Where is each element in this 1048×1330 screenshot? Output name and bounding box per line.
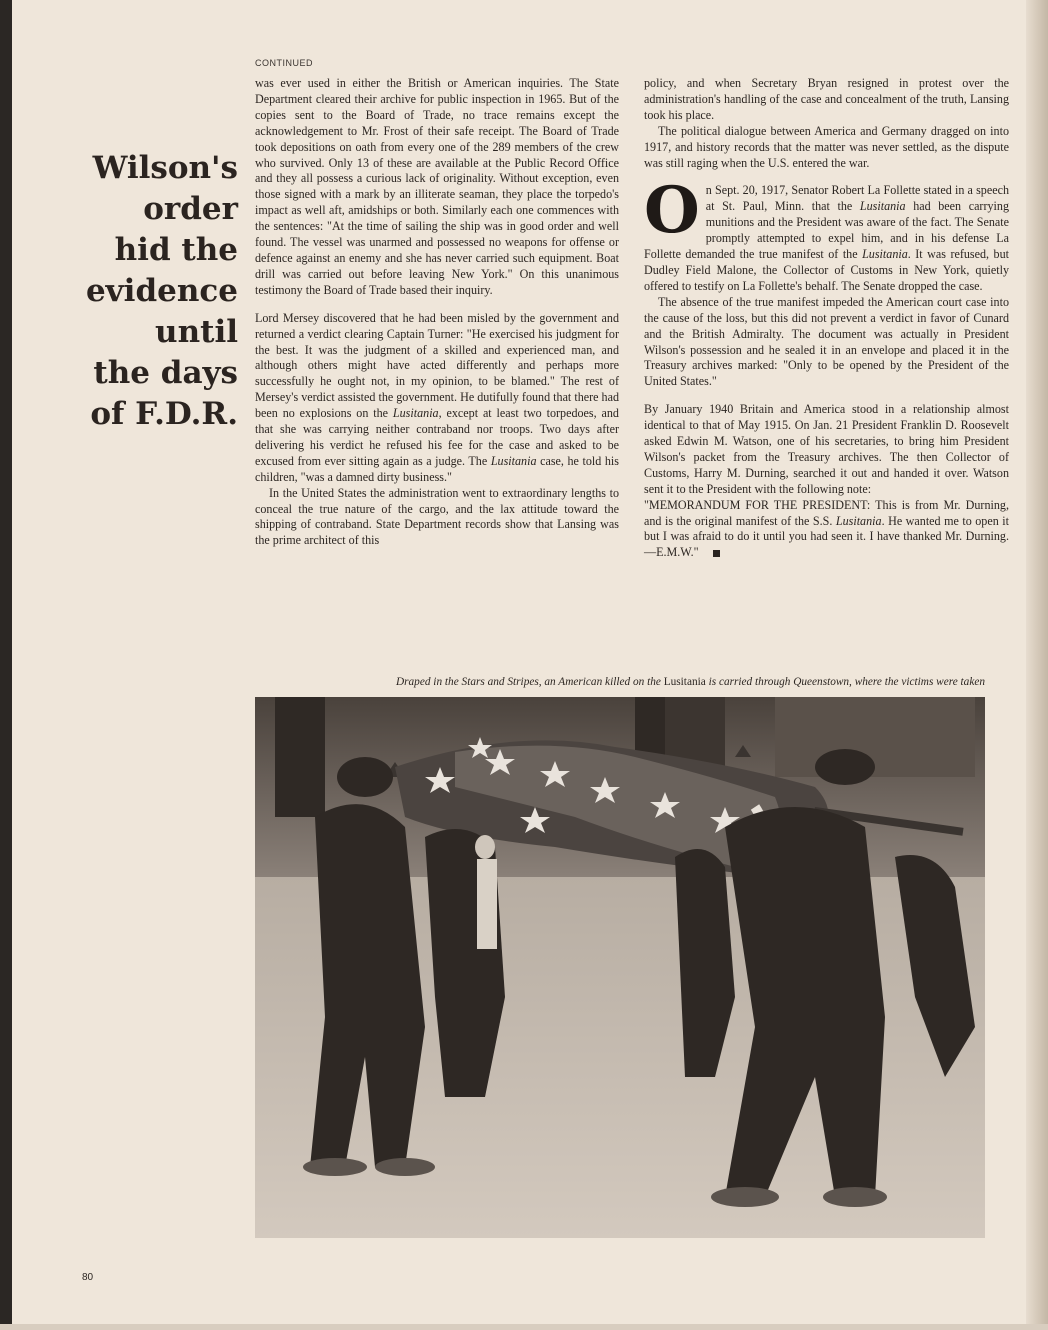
paragraph-with-dropcap (644, 173, 1009, 294)
continued-label: CONTINUED (255, 58, 313, 68)
headline-line: hid the (114, 232, 238, 268)
paragraph: "MEMORANDUM FOR THE PRESIDENT: This is from Mr. Durning, and is the original manifest of the S.S. Lusitania. He wanted me to open it but I was afraid to do it until you had seen it. I have thanked Mr. Durning.—E.M.W." (644, 497, 1009, 560)
page-bottom-edge (0, 1324, 1048, 1330)
end-mark-icon (713, 550, 720, 557)
paragraph: The political dialogue between America and Germany dragged on into 1917, and history records that the matter was never settled, as the dispute was still raging when the U.S. entered the war. (644, 123, 1009, 170)
drop-cap: O (644, 173, 700, 249)
paragraph: Lord Mersey discovered that he had been misled by the government and returned a verdict clearing Captain Turner: "He exercised his judgment for the best. It was the judgment of a skilled and experienced man, and although others might have acted differently and perhaps more successfully he ought not, in my opinion, to be blamed." The rest of Mersey's verdict assisted the government. He dutifully found that there had been no explosions on the Lusitania, except at least two torpedoes, and that she was carrying neither contraband nor troops. Two days after delivering his verdict he refused his fee for the case and asked to be excused from ever sitting again as a judge. The Lusitania case, he told his children, "was a damned dirty business." (255, 310, 619, 484)
headline-line: of F.D.R. (90, 396, 238, 432)
headline-line: the days (93, 355, 238, 391)
paragraph: The absence of the true manifest impeded the American court case into the cause of the loss, but this did not prevent a verdict in favor of Cunard and the British Admiralty. The document was actually in President Wilson's possession and he sealed it in an envelope and placed it in the Treasury archives marked: "Only to be opened by the President of the United States." (644, 294, 1009, 389)
photo-image (255, 697, 985, 1238)
paragraph: By January 1940 Britain and America stood in a relationship almost identical to that of May 1915. On Jan. 21 President Franklin D. Roosevelt asked Edwin M. Watson, one of his secretaries, to bring him President Wilson's packet from the Treasury archives. The then Collector of Customs, Harry M. Durning, searched it out and handed it over. Watson sent it to the President with the following note: (644, 402, 1009, 496)
paragraph: was ever used in either the British or American inquiries. The State Department cleared their archive for public inspection in 1965. But of the copies sent to the Board of Trade, no trace remains except the acknowledgement to Mr. Frost of their safe receipt. The Board of Trade took depositions on oath from every one of the 289 members of the crew who survived. Only 13 of these are available at the Public Record Office and they all possess a curious lack of originality. Without exception, even those signed with a mark by an illiterate seaman, they place the torpedo's impact as well aft, amidships or both. Similarly each one commences with the sentences: "At the time of sailing the ship was in good order and well found. The vessel was unarmed and possessed no weapons for offense or defence against an enemy and she has never carried such equipment. Boat drill was carried out before leaving New York." On this unanimous testimony the Board of Trade based their inquiry. (255, 76, 619, 297)
binding-gutter (0, 0, 12, 1330)
headline-line: evidence (85, 273, 238, 309)
article-column-right (644, 76, 1009, 561)
photo-caption: Draped in the Stars and Stripes, an American killed on the Lusitania is carried through Queenstown, where the victims were taken (395, 676, 985, 688)
headline (60, 148, 238, 435)
paragraph: policy, and when Secretary Bryan resigned in protest over the administration's handling of the case and concealment of the truth, Lansing took his place. (644, 76, 1009, 122)
page-edge (1026, 0, 1048, 1330)
paragraph: n Sept. 20, 1917, Senator Robert La Follette stated in a speech at St. Paul, Minn. that the Lusitania had been carrying munitions and the President was aware of the fact. The Senate promptly attempted to expel him, and in his defense La Follette demanded the true manifest of the Lusitania. It was refused, but Dudley Field Malone, the Collector of Customs in New York, quietly offered to testify on La Follette's behalf. The Senate dropped the case. (644, 183, 1009, 293)
article-column-left (255, 76, 619, 549)
headline-line: order (143, 191, 238, 227)
paragraph: In the United States the administration went to extraordinary lengths to conceal the true nature of the cargo, and the lax attitude toward the shipping of contraband. State Department records show that Lansing was the prime architect of this (255, 485, 619, 548)
headline-line: until (155, 314, 238, 350)
page-number: 80 (82, 1272, 94, 1283)
photo-funeral-procession (255, 697, 985, 1238)
headline-line: Wilson's (92, 150, 238, 186)
